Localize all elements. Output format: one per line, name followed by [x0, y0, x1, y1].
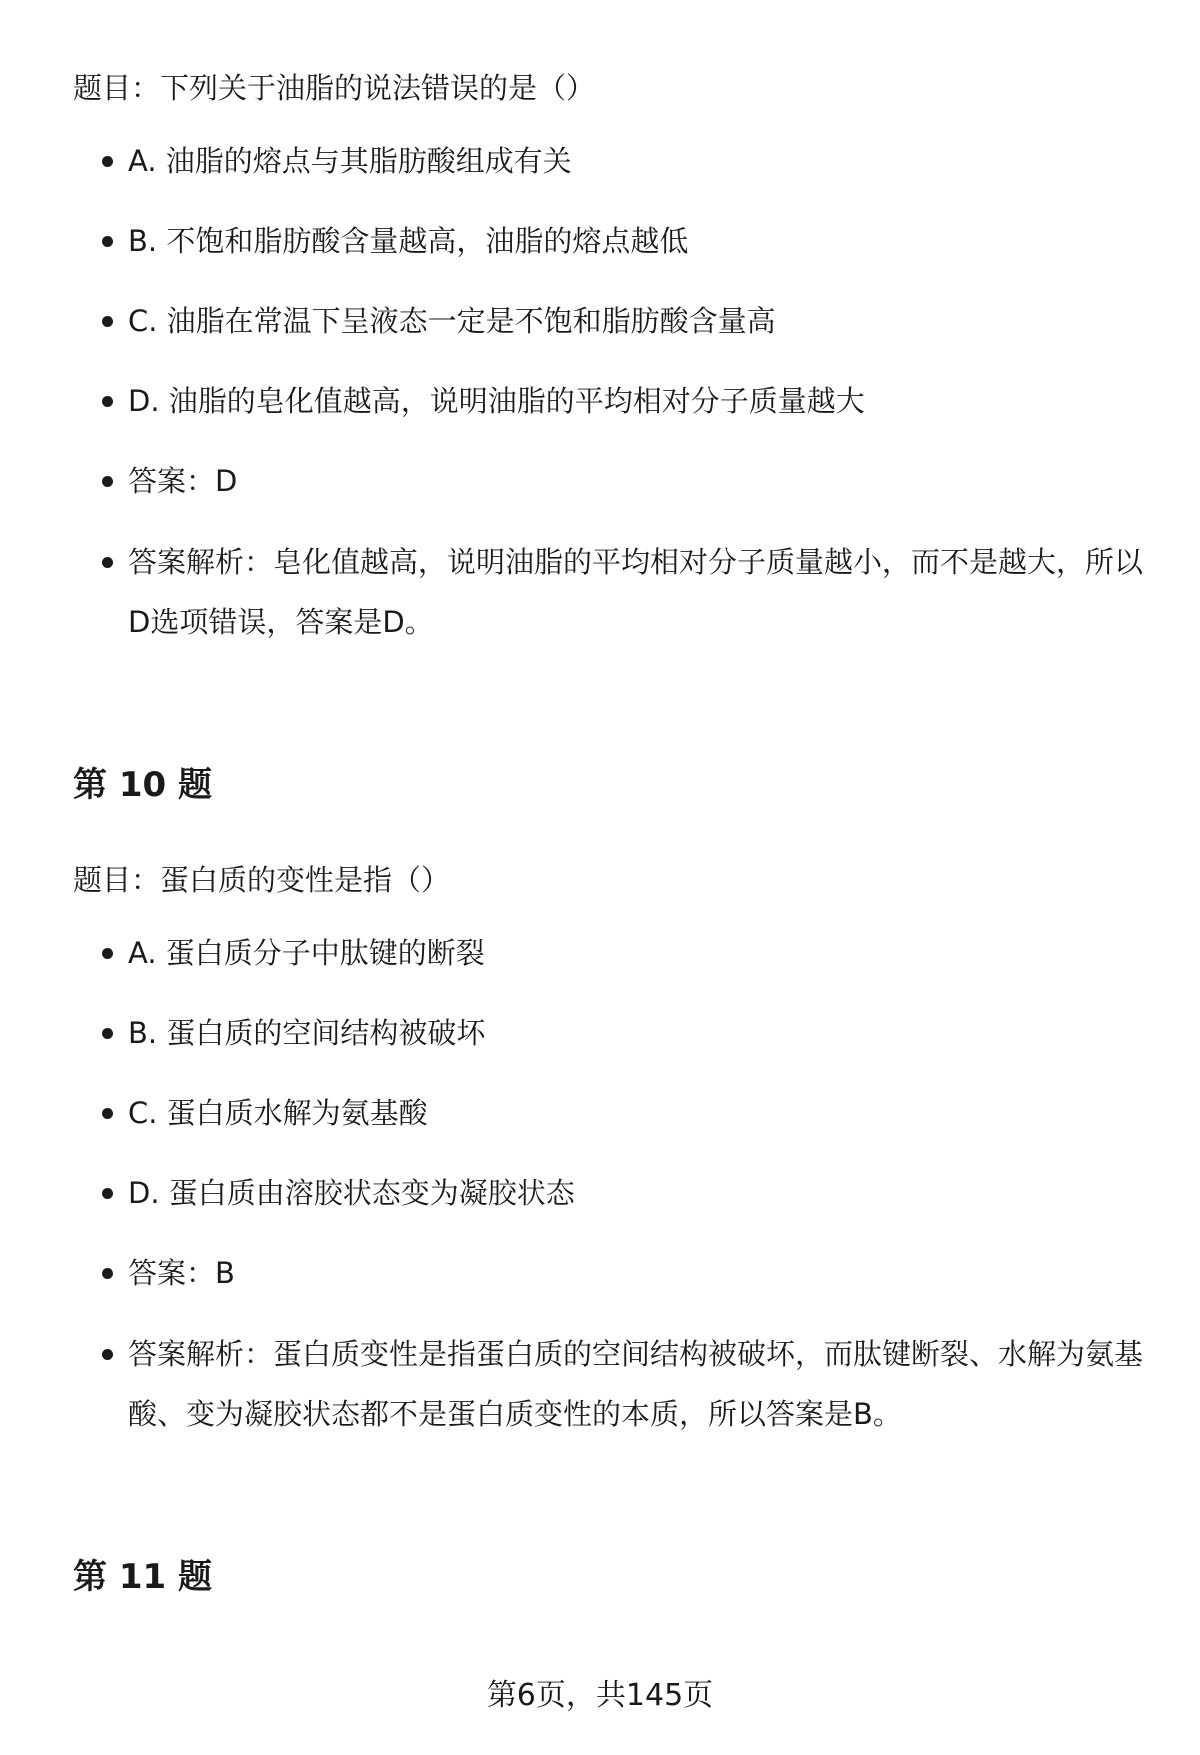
- question-heading: 第 11 题: [73, 1557, 212, 1597]
- option-d: D. 油脂的皂化值越高，说明油脂的平均相对分子质量越大: [128, 371, 1148, 431]
- option-a: A. 油脂的熔点与其脂肪酸组成有关: [128, 131, 1148, 191]
- answer-line: 答案：D: [128, 451, 1148, 511]
- option-c: C. 蛋白质水解为氨基酸: [128, 1083, 1148, 1143]
- answer-explanation: 答案解析：蛋白质变性是指蛋白质的空间结构被破坏，而肽键断裂、水解为氨基酸、变为凝胶状态都不是蛋白质变性的本质，所以答案是B。: [128, 1324, 1148, 1444]
- answer-explanation: 答案解析：皂化值越高，说明油脂的平均相对分子质量越小，而不是越大，所以D选项错误，答案是D。: [128, 532, 1148, 652]
- question-stem: 题目：下列关于油脂的说法错误的是（）: [73, 71, 596, 105]
- question-heading: 第 10 题: [73, 765, 212, 805]
- option-a: A. 蛋白质分子中肽键的断裂: [128, 923, 1148, 983]
- page-number: 第6页，共145页: [486, 1678, 714, 1713]
- question-stem: 题目：蛋白质的变性是指（）: [73, 863, 451, 897]
- option-b: B. 蛋白质的空间结构被破坏: [128, 1003, 1148, 1063]
- option-c: C. 油脂在常温下呈液态一定是不饱和脂肪酸含量高: [128, 291, 1148, 351]
- option-b: B. 不饱和脂肪酸含量越高，油脂的熔点越低: [128, 211, 1148, 271]
- option-d: D. 蛋白质由溶胶状态变为凝胶状态: [128, 1163, 1148, 1223]
- answer-line: 答案：B: [128, 1243, 1148, 1303]
